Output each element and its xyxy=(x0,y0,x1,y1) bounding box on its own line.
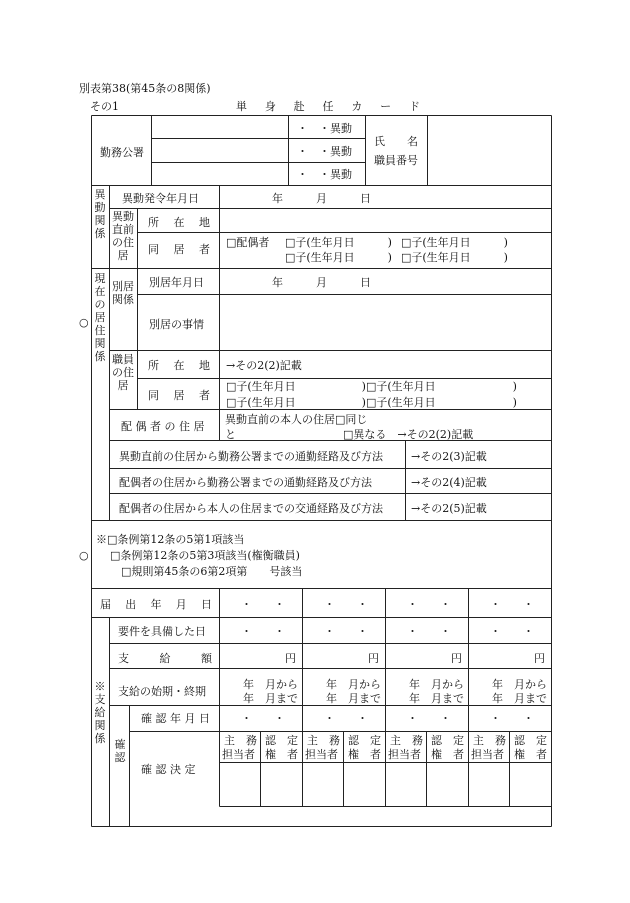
col-3-amount-yen: 円 xyxy=(451,652,462,665)
col-4-period-from: 年 月から xyxy=(492,678,547,691)
spouse-housing-line2b: □異なる →その2(2)記載 xyxy=(343,428,474,441)
col-4-period-until: 年 月まで xyxy=(492,692,547,705)
staff-housing-label: 職員の住居 xyxy=(112,353,134,392)
col-3-authority-bottom: 権 者 xyxy=(431,748,464,761)
col-2-period-from: 年 月から xyxy=(326,678,381,691)
opt-spouse: □配偶者 xyxy=(226,236,270,249)
col-4-authority-top: 認 定 xyxy=(514,734,547,747)
col-4-staff-top: 主 務 xyxy=(473,734,506,747)
current-address-value: →その2(2)記載 xyxy=(226,359,302,372)
staff-number-label: 職員番号 xyxy=(374,154,418,167)
route-3-label: 配偶者の住居から本人の住居までの交通経路及び方法 xyxy=(119,502,383,515)
clause-1: ※□条例第12条の5第1項該当 xyxy=(96,533,245,546)
col-4-requirement-date: ・ ・ xyxy=(490,625,534,638)
page-title: 単 身 赴 任 カ ー ド xyxy=(236,100,420,113)
col-2-requirement-date: ・ ・ xyxy=(324,625,368,638)
payment-side-label: ※支給関係 xyxy=(94,680,106,745)
form-subtitle: その1 xyxy=(90,100,119,113)
col-1-authority-bottom: 権 者 xyxy=(265,748,298,761)
transfer-date-label: 異動発令年月日 xyxy=(122,192,199,205)
separation-reason-label: 別居の事情 xyxy=(149,318,204,331)
confirm-side-label: 確認 xyxy=(114,738,126,764)
route-1-label: 異動直前の住居から勤務公署までの通勤経路及び方法 xyxy=(119,450,383,463)
current-cohabit-label: 同 居 者 xyxy=(148,389,210,402)
separation-date-value: 年 月 日 xyxy=(272,276,371,289)
col-2-filed-date: ・ ・ xyxy=(324,598,368,611)
transfer-side-label: 異動関係 xyxy=(94,188,106,240)
separation-date-label: 別居年月日 xyxy=(149,276,204,289)
amount-label: 支 給 額 xyxy=(118,652,212,665)
confirm-decision-label: 確 認 決 定 xyxy=(141,763,196,776)
col-1-period-from: 年 月から xyxy=(243,678,298,691)
route-3-value: →その2(5)記載 xyxy=(411,502,487,515)
col-3-period-from: 年 月から xyxy=(409,678,464,691)
clause-3: □規則第45条の6第2項第 号該当 xyxy=(121,565,303,578)
route-1-value: →その2(3)記載 xyxy=(411,450,487,463)
before-address-label: 所 在 地 xyxy=(148,216,210,229)
col-2-staff-top: 主 務 xyxy=(307,734,340,747)
route-2-label: 配偶者の住居から勤務公署までの通勤経路及び方法 xyxy=(119,476,372,489)
opt-child-3: □子(生年月日 ) xyxy=(285,251,392,264)
col-1-filed-date: ・ ・ xyxy=(241,598,285,611)
col-3-confirm-date: ・ ・ xyxy=(407,712,451,725)
col-1-confirm-date: ・ ・ xyxy=(241,712,285,725)
col-3-filed-date: ・ ・ xyxy=(407,598,451,611)
spouse-housing-label: 配 偶 者 の 住 居 xyxy=(121,420,205,433)
col-1-staff-top: 主 務 xyxy=(224,734,257,747)
col-1-amount-yen: 円 xyxy=(285,652,296,665)
route-2-value: →その2(4)記載 xyxy=(411,476,487,489)
col-4-authority-bottom: 権 者 xyxy=(514,748,547,761)
clause-mark: ○ xyxy=(79,549,89,562)
col-1-requirement-date: ・ ・ xyxy=(241,625,285,638)
period-label: 支給の始期・終期 xyxy=(118,685,206,698)
col-1-staff-bottom: 担当者 xyxy=(222,748,255,761)
col-4-confirm-date: ・ ・ xyxy=(490,712,534,725)
before-housing-label: 異動直前の住居 xyxy=(112,210,134,262)
col-2-authority-top: 認 定 xyxy=(348,734,381,747)
col-3-requirement-date: ・ ・ xyxy=(407,625,451,638)
office-label: 勤務公署 xyxy=(100,146,144,159)
col-2-confirm-date: ・ ・ xyxy=(324,712,368,725)
col-3-staff-bottom: 担当者 xyxy=(388,748,421,761)
opt-child-1: □子(生年月日 ) xyxy=(285,236,392,249)
cur-child-2: □子(生年月日 ) xyxy=(366,380,517,393)
cur-child-3: □子(生年月日 ) xyxy=(226,396,366,409)
col-2-amount-yen: 円 xyxy=(368,652,379,665)
before-cohabit-label: 同 居 者 xyxy=(148,243,210,256)
col-4-filed-date: ・ ・ xyxy=(490,598,534,611)
name-label: 氏 名 xyxy=(374,135,418,148)
col-1-authority-top: 認 定 xyxy=(265,734,298,747)
opt-child-4: □子(生年月日 ) xyxy=(401,251,508,264)
clause-2: □条例第12条の5第3項該当(権衡職員) xyxy=(110,549,300,562)
spouse-housing-line2a: と xyxy=(225,428,236,441)
separation-label: 別居関係 xyxy=(112,280,134,306)
transfer-date-value: 年 月 日 xyxy=(272,192,371,205)
form-number: 別表第38(第45条の8関係) xyxy=(79,82,211,95)
col-1-period-until: 年 月まで xyxy=(243,692,298,705)
col-2-authority-bottom: 権 者 xyxy=(348,748,381,761)
cur-child-1: □子(生年月日 ) xyxy=(226,380,366,393)
current-side-label: 現在の居住関係 xyxy=(94,272,106,363)
col-3-staff-top: 主 務 xyxy=(390,734,423,747)
requirement-date-label: 要件を具備した日 xyxy=(118,625,206,638)
col-3-authority-top: 認 定 xyxy=(431,734,464,747)
transfer-3: ・ ・異動 xyxy=(297,168,352,181)
confirm-date-label: 確 認 年 月 日 xyxy=(141,712,210,725)
cur-child-4: □子(生年月日 ) xyxy=(366,396,517,409)
current-mark: ○ xyxy=(79,316,89,329)
transfer-1: ・ ・異動 xyxy=(297,122,352,135)
col-4-amount-yen: 円 xyxy=(534,652,545,665)
opt-child-2: □子(生年月日 ) xyxy=(401,236,508,249)
col-3-period-until: 年 月まで xyxy=(409,692,464,705)
col-2-staff-bottom: 担当者 xyxy=(305,748,338,761)
filed-date-label: 届 出 年 月 日 xyxy=(100,598,212,611)
col-2-period-until: 年 月まで xyxy=(326,692,381,705)
col-4-staff-bottom: 担当者 xyxy=(471,748,504,761)
spouse-housing-line1: 異動直前の本人の住居□同じ xyxy=(225,413,368,426)
transfer-2: ・ ・異動 xyxy=(297,145,352,158)
current-address-label: 所 在 地 xyxy=(148,359,210,372)
